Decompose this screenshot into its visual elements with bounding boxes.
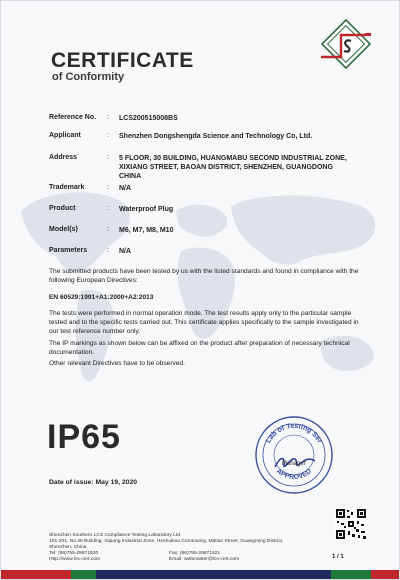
footer-tel: Tel: (86)755-29871520 xyxy=(49,551,99,556)
field-label: Reference No. xyxy=(49,114,97,121)
field-colon: : xyxy=(107,184,109,191)
qr-code xyxy=(335,508,367,540)
lcs-logo xyxy=(319,19,375,69)
footer-company: Shenzhen Southern LCS Compliance Testing Laboratory Ltd. xyxy=(49,533,182,538)
field-value: M6, M7, M8, M10 xyxy=(119,227,174,234)
footer-street: 101-201, No.36 Building, Xiqiang Industrial Zone, Heshuikou Community, Matian Street, Guangming District, xyxy=(49,539,284,544)
field-models xyxy=(49,226,351,235)
certificate-title: CERTIFICATE xyxy=(51,49,194,72)
field-colon: : xyxy=(107,114,109,121)
field-colon: : xyxy=(107,132,109,139)
field-label: Model(s) xyxy=(49,226,78,233)
field-value: 5 FLOOR, 30 BUILDING, HUANGMABU SECOND INDUSTRIAL ZONE, XIXIANG STREET, BAOAN DISTRICT, SHENZHEN, GUANGDONG CHINA xyxy=(119,155,347,180)
footer-address-block xyxy=(49,533,319,563)
directives-paragraph: Other relevant Directives have to be observed. xyxy=(49,360,185,367)
field-colon: : xyxy=(107,226,109,233)
footer-color-band xyxy=(1,570,400,580)
field-label: Trademark xyxy=(49,184,85,191)
field-colon: : xyxy=(107,247,109,254)
ip-rating: IP65 xyxy=(47,418,121,456)
field-label: Address xyxy=(49,154,78,161)
marking-paragraph: The IP markings as shown below can be affixed on the product after preparation of necessary technical documentation. xyxy=(49,340,350,356)
field-colon: : xyxy=(107,154,109,161)
field-value: Waterproof Plug xyxy=(119,206,174,213)
field-label: Product xyxy=(49,205,76,212)
footer-fax: Fax: (86)755-29871521 xyxy=(169,551,221,556)
date-of-issue: Date of issue: May 19, 2020 xyxy=(49,479,138,486)
footer-website-link[interactable]: Http://www.lcs-cert.com xyxy=(49,557,101,562)
seal-top-text: Lab of Testing Ser xyxy=(265,422,323,445)
compliance-paragraph: The submitted products have been tested by us with the listed standards and found in compliance with the following European Directives: xyxy=(49,268,359,284)
page-number: 1 / 1 xyxy=(332,554,344,560)
field-address xyxy=(49,154,351,181)
seal-bottom-text: APPROVED xyxy=(274,467,314,482)
field-value: Shenzhen Dongshengda Science and Technology Co, Ltd. xyxy=(119,133,313,140)
standard-reference: EN 60529:1991+A1:2000+A2:2013 xyxy=(49,294,154,301)
footer-city: Shenzhen, China xyxy=(49,545,87,550)
field-parameters xyxy=(49,247,351,256)
svg-text:Lab of Testing Ser xyxy=(265,423,323,445)
field-value: N/A xyxy=(119,185,132,192)
field-colon: : xyxy=(107,205,109,212)
test-scope-paragraph: The tests were performed in normal operation mode. The test results apply only to the particular sample tested and to the specific tests carried out. This certificate applies specifically to the sample investigated in our test reference number only. xyxy=(49,310,359,335)
field-label: Parameters xyxy=(49,247,88,254)
field-product xyxy=(49,205,351,214)
manager-label: Manager xyxy=(282,461,306,467)
field-label: Applicant xyxy=(49,132,81,139)
field-applicant xyxy=(49,132,351,141)
field-value: LCS200515008BS xyxy=(119,115,178,122)
certificate-subtitle: of Conformity xyxy=(52,71,125,83)
footer-web-row xyxy=(49,557,319,563)
footer-email-link[interactable]: Email: webmaster@lcs-cert.com xyxy=(169,557,240,562)
field-trademark xyxy=(49,184,351,193)
field-value: N/A xyxy=(119,248,132,255)
field-reference-no xyxy=(49,114,351,123)
